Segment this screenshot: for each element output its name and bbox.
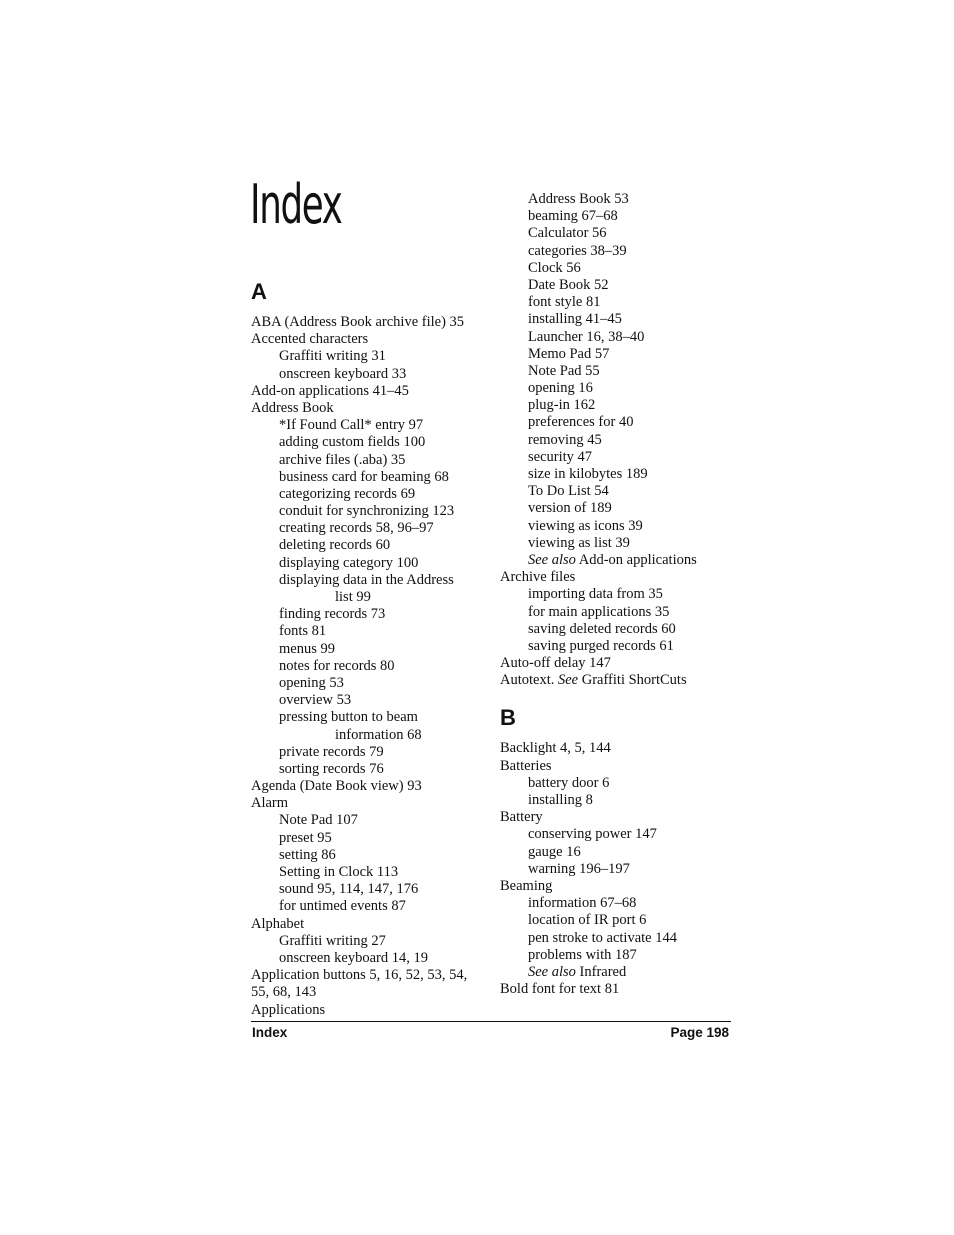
- index-entry: pressing button to beam: [279, 709, 418, 726]
- index-entry: problems with 187: [528, 946, 637, 963]
- index-cross-reference: See: [558, 672, 579, 689]
- index-entry: version of 189: [528, 500, 612, 517]
- index-entry: menus 99: [279, 640, 335, 657]
- index-entry: warning 196–197: [528, 860, 630, 877]
- index-entry: To Do List 54: [528, 483, 609, 500]
- index-entry: conserving power 147: [528, 826, 657, 843]
- index-entry: Beaming: [500, 877, 553, 894]
- index-entry: security 47: [528, 448, 593, 465]
- index-entry: for main applications 35: [528, 603, 670, 620]
- index-entry: viewing as list 39: [528, 534, 630, 551]
- index-entry: font style 81: [528, 294, 601, 311]
- index-entry: Clock 56: [528, 259, 581, 276]
- index-entry: categorizing records 69: [279, 485, 416, 502]
- index-entry: Battery: [500, 809, 543, 826]
- index-entry: creating records 58, 96–97: [279, 520, 434, 537]
- index-entry: Applications: [251, 1001, 326, 1018]
- page-title: Index: [250, 173, 342, 236]
- index-entry: list 99: [335, 589, 371, 605]
- index-entry: for untimed events 87: [279, 898, 406, 915]
- index-entry: [500, 552, 740, 569]
- index-entry: location of IR port 6: [528, 912, 647, 929]
- index-entry: notes for records 80: [279, 657, 395, 674]
- footer-page-number: Page 198: [670, 1025, 729, 1040]
- index-entry: installing 41–45: [528, 311, 622, 328]
- index-entry: preset 95: [279, 829, 332, 846]
- index-entry: Calculator 56: [528, 225, 607, 242]
- index-entry: Setting in Clock 113: [279, 864, 399, 880]
- index-entry: *If Found Call* entry 97: [279, 417, 424, 434]
- index-entry: archive files (.aba) 35: [279, 451, 406, 468]
- index-entry: information 68: [335, 726, 422, 743]
- index-entry: size in kilobytes 189: [528, 466, 648, 482]
- index-entry: Date Book 52: [528, 276, 609, 293]
- index-entry: finding records 73: [279, 606, 386, 623]
- index-entry: Alarm: [251, 795, 289, 812]
- index-entry: preferences for 40: [528, 414, 634, 431]
- index-entry: plug-in 162: [528, 397, 596, 414]
- index-entry-text: Graffiti ShortCuts: [578, 672, 687, 689]
- index-entry: onscreen keyboard 33: [279, 365, 407, 382]
- footer-section-label: Index: [252, 1025, 288, 1040]
- index-column-left: [251, 281, 491, 1019]
- index-entry: Auto-off delay 147: [500, 655, 611, 672]
- index-entry: sorting records 76: [279, 760, 384, 777]
- index-entry: Backlight 4, 5, 144: [500, 740, 611, 757]
- index-entry: categories 38–39: [528, 242, 627, 259]
- index-entry: beaming 67–68: [528, 208, 618, 225]
- index-entry-text: Infrared: [575, 963, 627, 980]
- index-entry: overview 53: [279, 692, 352, 709]
- index-entry: opening 53: [279, 674, 344, 691]
- index-entry: installing 8: [528, 792, 593, 808]
- index-entry: removing 45: [528, 431, 602, 448]
- index-column-right: [500, 191, 740, 998]
- index-entry: Alphabet: [251, 915, 305, 932]
- index-entry: deleting records 60: [279, 537, 391, 554]
- index-entry: Batteries: [500, 757, 552, 774]
- index-entry: opening 16: [528, 380, 593, 397]
- index-entry: Address Book 53: [528, 191, 629, 207]
- index-section-letter: B: [500, 705, 516, 731]
- index-entry: Launcher 16, 38–40: [528, 328, 645, 345]
- index-entry: saving deleted records 60: [528, 620, 676, 637]
- index-entry: [500, 964, 740, 981]
- index-entry: Accented characters: [251, 331, 369, 348]
- index-entry: displaying data in the Address: [279, 571, 454, 588]
- index-entry: business card for beaming 68: [279, 468, 449, 485]
- index-entry: Add-on applications 41–45: [251, 382, 409, 399]
- index-entry: displaying category 100: [279, 554, 419, 571]
- index-entry: Agenda (Date Book view) 93: [251, 778, 422, 795]
- index-entry: adding custom fields 100: [279, 434, 426, 451]
- index-entry: viewing as icons 39: [528, 517, 643, 534]
- index-entry: Bold font for text 81: [500, 981, 620, 998]
- index-cross-reference: See also: [528, 963, 576, 980]
- index-entry: Application buttons 5, 16, 52, 53, 54,: [251, 967, 468, 984]
- index-section-letter: A: [251, 279, 267, 304]
- index-entry: battery door 6: [528, 774, 610, 791]
- index-entry: Address Book: [251, 399, 334, 416]
- index-entry: setting 86: [279, 846, 336, 863]
- index-entry: onscreen keyboard 14, 19: [279, 949, 428, 966]
- index-entry: saving purged records 61: [528, 637, 674, 654]
- index-entry: Graffiti writing 31: [279, 348, 386, 365]
- index-entry: conduit for synchronizing 123: [279, 503, 455, 520]
- index-entry-text: Add-on applications: [575, 551, 697, 568]
- index-entry: Note Pad 107: [279, 812, 358, 829]
- index-entry: pen stroke to activate 144: [528, 929, 677, 946]
- index-entry: Graffiti writing 27: [279, 932, 386, 949]
- index-entry: sound 95, 114, 147, 176: [279, 881, 419, 898]
- index-entry: [500, 672, 740, 689]
- index-cross-reference: See also: [528, 551, 576, 568]
- index-entry: importing data from 35: [528, 586, 663, 603]
- index-entry: private records 79: [279, 743, 384, 760]
- index-entry: Note Pad 55: [528, 362, 600, 379]
- index-entry-prefix: Autotext.: [500, 672, 558, 689]
- footer-rule: [251, 1021, 731, 1022]
- index-entry: gauge 16: [528, 843, 581, 860]
- index-entry: information 67–68: [528, 895, 637, 912]
- index-entry: fonts 81: [279, 623, 327, 640]
- index-entry: Memo Pad 57: [528, 345, 610, 362]
- index-entry: 55, 68, 143: [251, 984, 317, 1001]
- index-entry: ABA (Address Book archive file) 35: [251, 314, 465, 330]
- index-entry: Archive files: [500, 569, 576, 586]
